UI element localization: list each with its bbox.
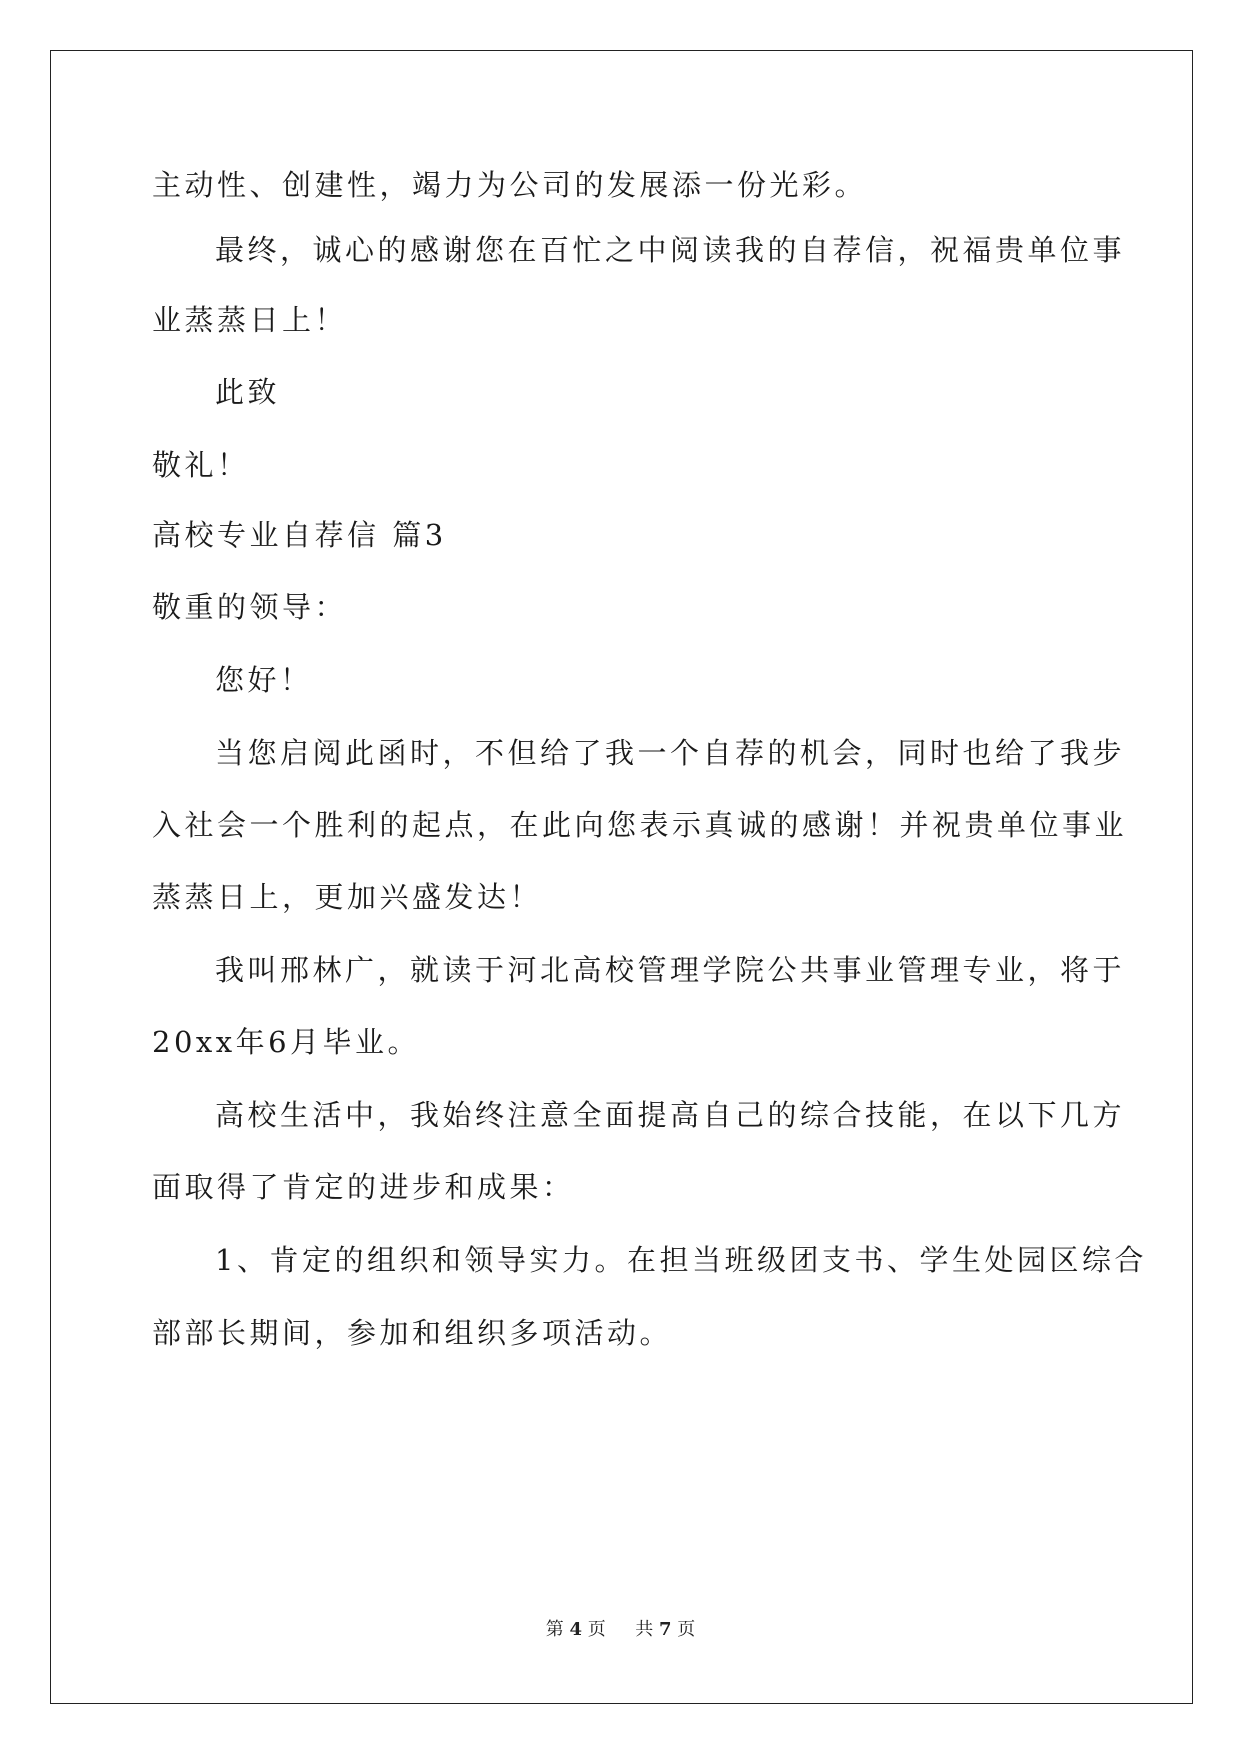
text-line: 1、肯定的组织和领导实力。在担当班级团支书、学生处园区综合 <box>215 1243 1147 1277</box>
text-line: 主动性、创建性，竭力为公司的发展添一份光彩。 <box>152 168 868 202</box>
text-line: 我叫邢林广，就读于河北高校管理学院公共事业管理专业，将于 <box>215 953 1126 987</box>
text-line: 部部长期间，参加和组织多项活动。 <box>152 1316 673 1350</box>
text-line: 20xx年6月毕业。 <box>152 1025 421 1059</box>
page-footer <box>0 1618 1241 1642</box>
text-line: 您好！ <box>215 663 313 697</box>
closing-salutation: 此致 <box>215 375 281 409</box>
section-title: 高校专业自荐信 篇3 <box>152 518 447 552</box>
closing-regards: 敬礼！ <box>152 448 250 482</box>
text-line: 入社会一个胜利的起点，在此向您表示真诚的感谢！并祝贵单位事业 <box>152 808 1128 842</box>
total-suffix: 页 <box>677 1619 696 1640</box>
total-prefix: 共 <box>635 1619 654 1640</box>
page-total: 7 <box>658 1619 672 1640</box>
letter-greeting: 敬重的领导： <box>152 590 348 624</box>
text-line: 最终，诚心的感谢您在百忙之中阅读我的自荐信，祝福贵单位事 <box>215 233 1126 267</box>
text-line: 当您启阅此函时，不但给了我一个自荐的机会，同时也给了我步 <box>215 736 1126 770</box>
text-line: 高校生活中，我始终注意全面提高自己的综合技能，在以下几方 <box>215 1098 1126 1132</box>
text-line: 蒸蒸日上，更加兴盛发达！ <box>152 880 543 914</box>
page-prefix: 第 <box>545 1619 564 1640</box>
page-current: 4 <box>569 1619 583 1640</box>
page-suffix: 页 <box>587 1619 606 1640</box>
text-line: 业蒸蒸日上！ <box>152 303 348 337</box>
text-line: 面取得了肯定的进步和成果： <box>152 1170 575 1204</box>
